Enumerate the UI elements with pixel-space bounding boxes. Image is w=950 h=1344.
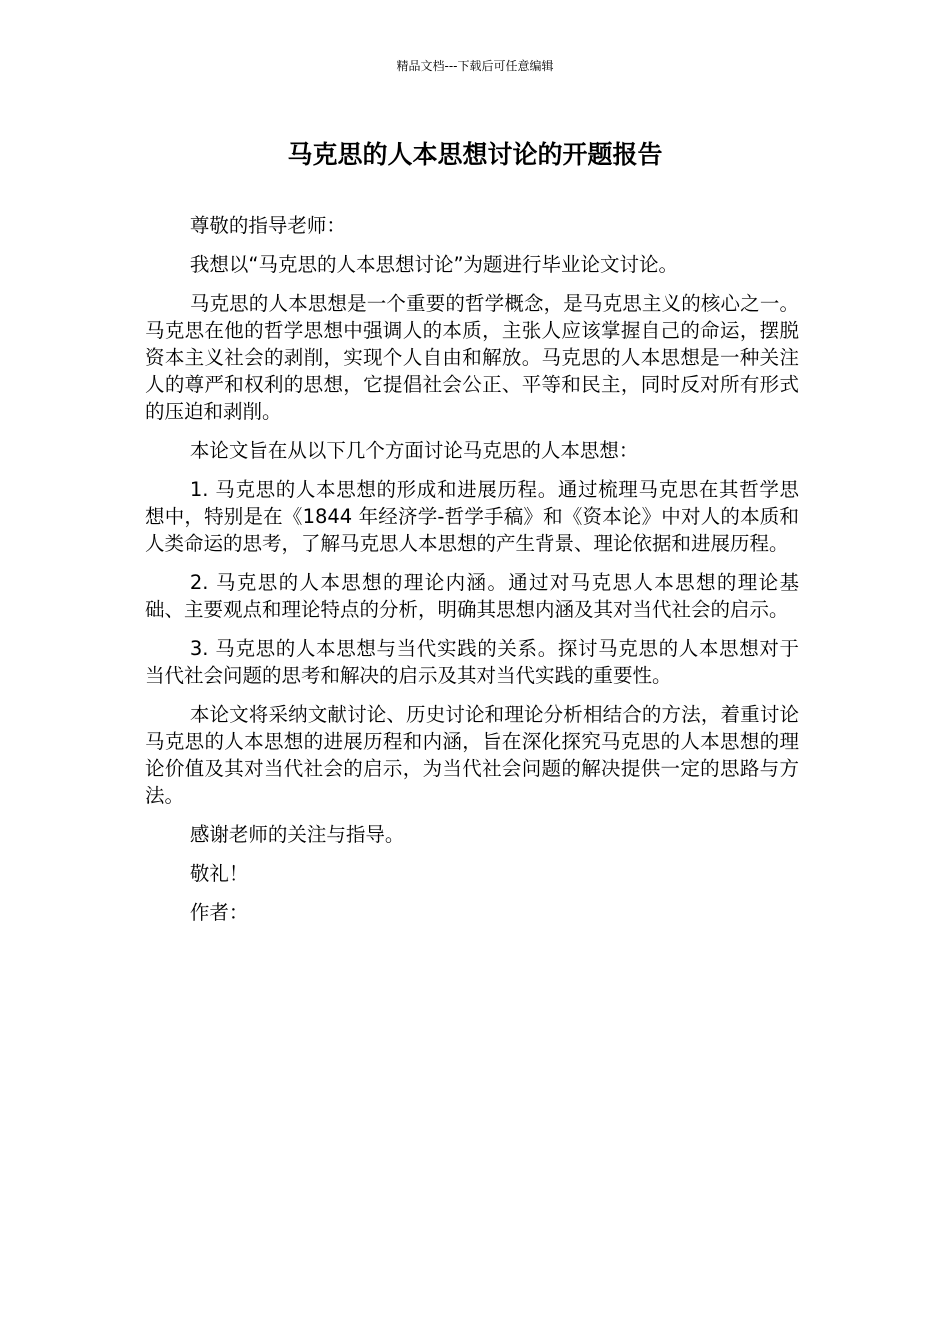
method-paragraph: 本论文将采纳文献讨论、历史讨论和理论分析相结合的方法，着重讨论马克思的人本思想的进展历程和内涵，旨在深化探究马克思的人本思想的理论价值及其对当代社会的启示，为当代社会问题的解决提供一定的思路与方法。	[145, 703, 799, 807]
closing-greeting: 敬礼！	[189, 862, 249, 885]
aim-item-2: 2. 马克思的人本思想的理论内涵。通过对马克思人本思想的理论基础、主要观点和理论特点的分析，明确其思想内涵及其对当代社会的启示。	[145, 571, 799, 621]
page-header-note: 精品文档---下载后可任意编辑	[396, 59, 554, 73]
intro-paragraph: 我想以“马克思的人本思想讨论”为题进行毕业论文讨论。	[189, 253, 679, 276]
aims-paragraph: 本论文旨在从以下几个方面讨论马克思的人本思想：	[189, 439, 639, 462]
document-title: 马克思的人本思想讨论的开题报告	[287, 140, 663, 169]
aim-item-1: 1. 马克思的人本思想的形成和进展历程。通过梳理马克思在其哲学思想中，特别是在《1844 年经济学-哲学手稿》和《资本论》中对人的本质和人类命运的思考，了解马克思人本思想的产生背景、理论依据和进展历程。	[145, 478, 799, 555]
aim-item-3: 3. 马克思的人本思想与当代实践的关系。探讨马克思的人本思想对于当代社会问题的思考和解决的启示及其对当代实践的重要性。	[145, 637, 799, 687]
thanks-paragraph: 感谢老师的关注与指导。	[189, 823, 405, 846]
background-paragraph: 马克思的人本思想是一个重要的哲学概念，是马克思主义的核心之一。马克思在他的哲学思想中强调人的本质，主张人应该掌握自己的命运，摆脱资本主义社会的剥削，实现个人自由和解放。马克思的人本思想是一种关注人的尊严和权利的思想，它提倡社会公正、平等和民主，同时反对所有形式的压迫和剥削。	[145, 292, 799, 423]
author-line: 作者：	[189, 901, 249, 924]
document-body	[145, 212, 799, 938]
salutation: 尊敬的指导老师：	[189, 214, 346, 237]
